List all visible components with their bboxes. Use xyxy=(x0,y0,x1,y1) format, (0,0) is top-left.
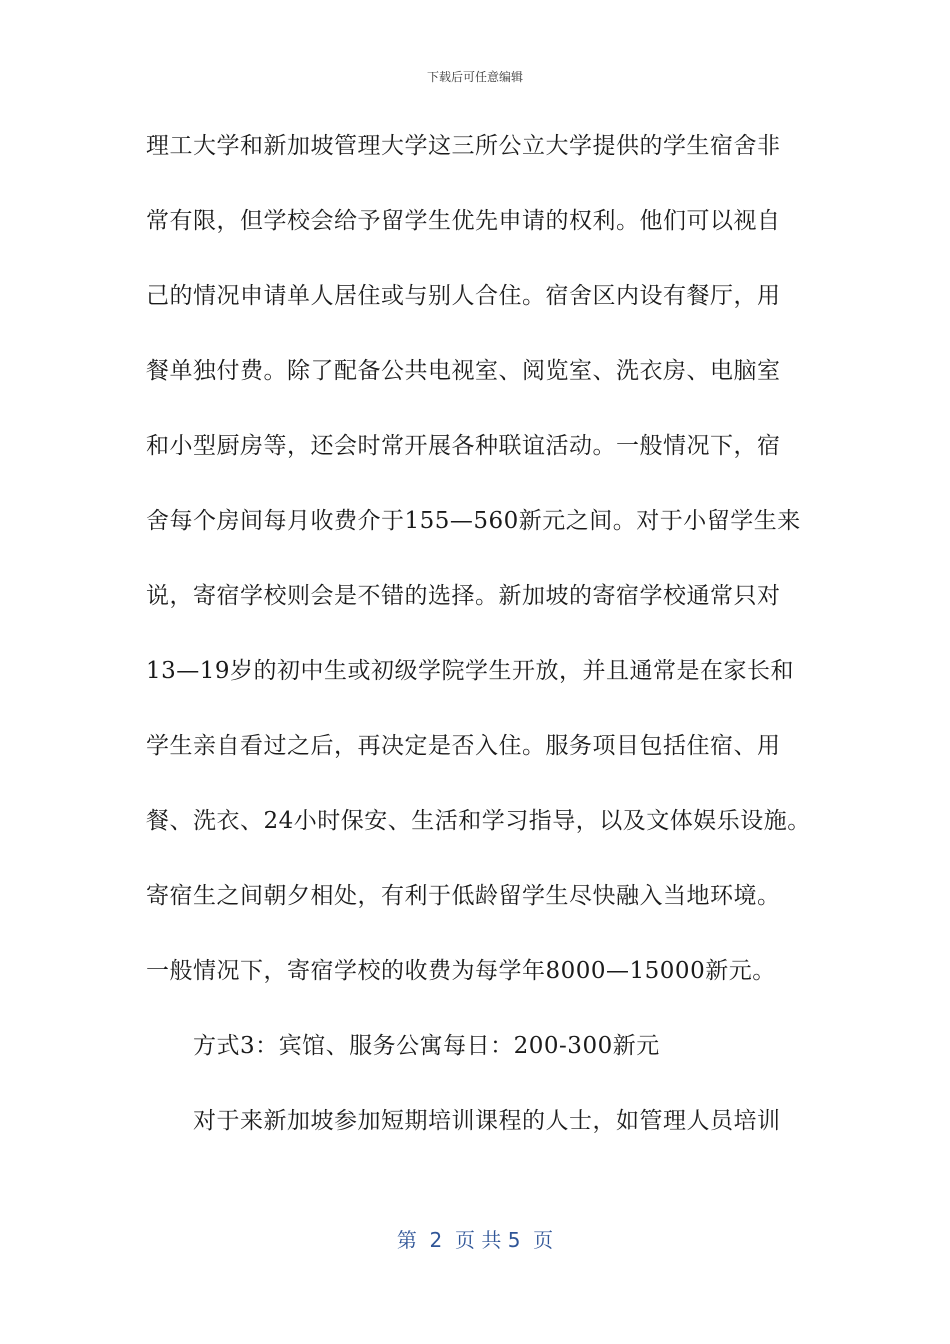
body-line: 餐单独付费。除了配备公共电视室、阅览室、洗衣房、电脑室 xyxy=(146,358,781,384)
body-line: 学生亲自看过之后，再决定是否入住。服务项目包括住宿、用 xyxy=(146,733,781,759)
body-line: 一般情况下，寄宿学校的收费为每学年8000—15000新元。 xyxy=(146,958,776,984)
body-line: 对于来新加坡参加短期培训课程的人士，如管理人员培训 xyxy=(193,1108,781,1134)
header-note: 下载后可任意编辑 xyxy=(426,70,523,84)
page-number: 第 2 页 共 5 页 xyxy=(396,1228,554,1252)
body-line: 寄宿生之间朝夕相处，有利于低龄留学生尽快融入当地环境。 xyxy=(146,883,781,909)
section-heading: 方式3：宾馆、服务公寓每日：200-300新元 xyxy=(193,1033,660,1059)
body-line: 理工大学和新加坡管理大学这三所公立大学提供的学生宿舍非 xyxy=(146,133,781,159)
body-line: 己的情况申请单人居住或与别人合住。宿舍区内设有餐厅，用 xyxy=(146,283,781,309)
body-line: 常有限，但学校会给予留学生优先申请的权利。他们可以视自 xyxy=(146,208,781,234)
body-line: 舍每个房间每月收费介于155—560新元之间。对于小留学生来 xyxy=(146,508,801,534)
body-line: 和小型厨房等，还会时常开展各种联谊活动。一般情况下，宿 xyxy=(146,433,781,459)
body-line: 13—19岁的初中生或初级学院学生开放，并且通常是在家长和 xyxy=(146,658,795,684)
document-body xyxy=(146,124,826,1174)
body-line: 餐、洗衣、24小时保安、生活和学习指导，以及文体娱乐设施。 xyxy=(146,808,811,834)
body-line: 说，寄宿学校则会是不错的选择。新加坡的寄宿学校通常只对 xyxy=(146,583,781,609)
